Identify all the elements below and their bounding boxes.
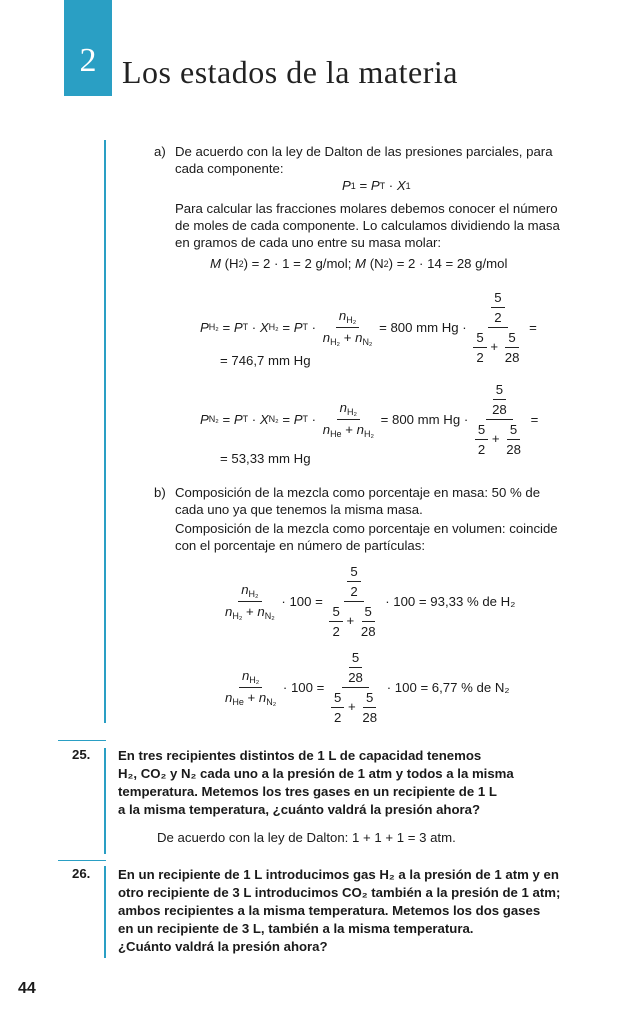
margin-line-q25 xyxy=(104,748,106,854)
chapter-number-box xyxy=(64,0,112,96)
q26-separator xyxy=(58,860,106,861)
a-text-line: en gramos de cada uno entre su masa molar: xyxy=(175,235,442,250)
q25-line: H₂, CO₂ y N₂ cada uno a la presión de 1 atm y todos a la misma xyxy=(118,766,514,781)
q26-line: En un recipiente de 1 L introducimos gas H₂ a la presión de 1 atm y en xyxy=(118,867,559,882)
equation-p-h2: P H₂ = P T · X H₂ = P T · $\frac{n_{H_2}}{n_{H_2} + n_{N_2}}$ = 800 mm Hg · $\frac{5}{2}$ $\frac{5}{2}$ + $\frac{5}{28}$ = xyxy=(200,289,537,365)
equation-2-result: = 53,33 mm Hg xyxy=(220,451,311,466)
chapter-number: 2 xyxy=(79,42,97,79)
q25-line: temperatura. Metemos los tres gases en un recipiente de 1 L xyxy=(118,784,497,799)
item-b-label: b) xyxy=(154,485,166,500)
q25-line: En tres recipientes distintos de 1 L de capacidad tenemos xyxy=(118,748,482,763)
a-text-line: cada componente: xyxy=(175,161,284,176)
b-text-line: Composición de la mezcla como porcentaje en volumen: coincide xyxy=(175,521,558,536)
q26-line: ambos recipientes a la misma temperatura. Metemos los dos gases xyxy=(118,903,541,918)
value-800: = 800 mm Hg · xyxy=(380,411,469,427)
item-a-label: a) xyxy=(154,144,166,159)
equation-p-n2: P N₂ = P T · X N₂ = P T · $\frac{n_{H_2}}{n_{He} + n_{H_2}}$ = 800 mm Hg · $\frac{5}{28}$ $\frac{5}{2}$ + $\frac{5}{28}$ = xyxy=(200,381,539,457)
q26-line: en un recipiente de 3 L, también a la misma temperatura. xyxy=(118,921,474,936)
a-text-line: Para calcular las fracciones molares debemos conocer el número xyxy=(175,201,558,216)
equation-percent-h2: $\frac{n_{H_2}}{n_{H_2} + n_{N_2}}$ · 100 = $\frac{5}{2}$ $\frac{5}{2}$ + $\frac{5}{28}$ · 100 = 93,33 % de H₂ xyxy=(225,563,516,639)
equation-percent-n2: $\frac{n_{H_2}}{n_{He} + n_{N_2}}$ · 100 = $\frac{5}{28}$ $\frac{5}{2}$ + $\frac{5}{28}$ · 100 = 6,77 % de N₂ xyxy=(225,649,510,725)
q26-line: ¿Cuánto valdrá la presión ahora? xyxy=(118,939,328,954)
b-text-line: Composición de la mezcla como porcentaje en masa: 50 % de xyxy=(175,485,541,500)
q25-separator xyxy=(58,740,106,741)
page-number: 44 xyxy=(18,980,36,997)
a-text-line: de moles de cada componente. Lo calculamos dividiendo la masa xyxy=(175,218,560,233)
q26-number: 26. xyxy=(72,866,91,881)
margin-line-section-a-b xyxy=(104,140,106,723)
q25-answer: De acuerdo con la ley de Dalton: 1 + 1 + 1 = 3 atm. xyxy=(157,830,456,845)
b-text-line: cada uno ya que tenemos la misma masa. xyxy=(175,502,423,517)
equation-1-result: = 746,7 mm Hg xyxy=(220,353,311,368)
result-h2: · 100 = 93,33 % de H₂ xyxy=(385,593,516,609)
molar-masses: M (H 2 ) = 2 · 1 = 2 g/mol; M (N 2 ) = 2 · 14 = 28 g/mol xyxy=(210,256,508,271)
dalton-formula: P 1 = P T · X 1 xyxy=(342,178,411,193)
value-800: = 800 mm Hg · xyxy=(379,319,467,335)
a-text-line: De acuerdo con la ley de Dalton de las presiones parciales, para xyxy=(175,144,553,159)
q26-line: otro recipiente de 3 L introducimos CO₂ también a la presión de 1 atm; xyxy=(118,885,561,900)
chapter-title: Los estados de la materia xyxy=(122,54,458,90)
result-n2: · 100 = 6,77 % de N₂ xyxy=(386,679,510,695)
b-text-line: con el porcentaje en número de partículas: xyxy=(175,538,425,553)
q25-number: 25. xyxy=(72,747,91,762)
q25-line: a la misma temperatura, ¿cuánto valdrá la presión ahora? xyxy=(118,802,481,817)
margin-line-q26 xyxy=(104,866,106,958)
